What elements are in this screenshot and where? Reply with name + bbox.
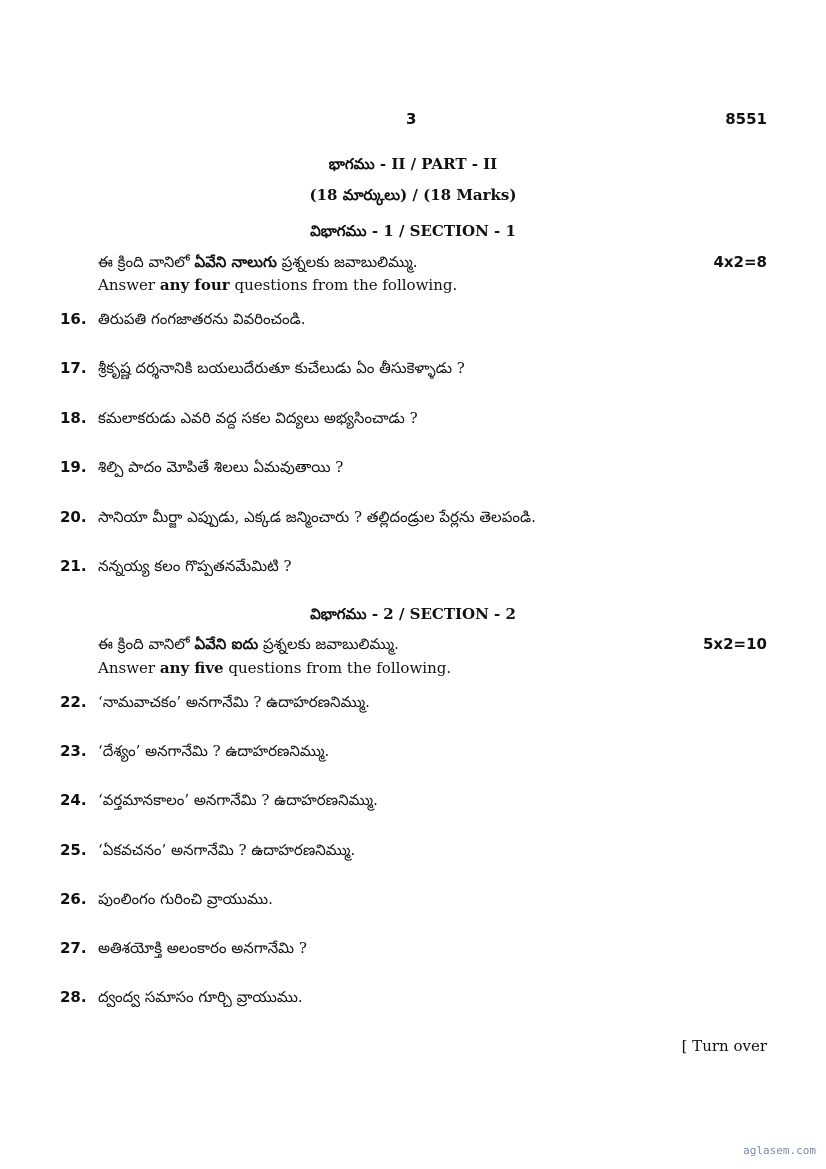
instruction-text: ఏవేని నాలుగు	[194, 253, 277, 271]
question-text: ‘వర్తమానకాలం’ అనగానేమి ? ఉదాహరణనిమ్ము.	[98, 791, 378, 809]
section-title: విభాగము - 1 / SECTION - 1	[310, 222, 516, 240]
question-number: 19.	[60, 458, 87, 476]
question-text: ‘దేశ్యం’ అనగానేమి ? ఉదాహరణనిమ్ము.	[98, 742, 330, 760]
part-marks: (18 మార్కులు) / (18 Marks)	[309, 186, 517, 204]
question-number: 23.	[60, 742, 87, 760]
question-text: ద్వంద్వ సమాసం గూర్చి వ్రాయుము.	[98, 988, 303, 1006]
turn-over: [ Turn over	[681, 1037, 767, 1055]
question-text: శ్రీకృష్ణ దర్శనానికి బయలుదేరుతూ కుచేలుడు ఏం తీసుకెళ్ళాడు ?	[98, 359, 465, 377]
question-number: 24.	[60, 791, 87, 809]
instruction-text: Answer	[98, 659, 160, 677]
instruction-text: ఈ క్రింది వానిలో	[98, 253, 195, 271]
question-text: తిరుపతి గంగజాతరను వివరించండి.	[98, 310, 306, 328]
question-text: అతిశయోక్తి అలంకారం అనగానేమి ?	[98, 939, 307, 957]
question-number: 27.	[60, 939, 87, 957]
question-number: 22.	[60, 693, 87, 711]
question-number: 28.	[60, 988, 87, 1006]
question-number: 20.	[60, 508, 87, 526]
instruction-text: any four	[159, 276, 230, 294]
section-title: విభాగము - 2 / SECTION - 2	[310, 605, 516, 623]
question-text: సానియా మీర్జా ఎప్పుడు, ఎక్కడ జన్మించారు ? తల్లిదండ్రుల పేర్లను తెలపండి.	[98, 508, 536, 526]
instruction-telugu	[98, 635, 399, 657]
question-number: 16.	[60, 310, 87, 328]
question-number: 17.	[60, 359, 87, 377]
page-number: 3	[406, 110, 417, 128]
paper-code: 8551	[725, 110, 767, 128]
instruction-telugu	[98, 253, 418, 275]
instruction-english	[98, 659, 451, 677]
instruction-text: any five	[159, 659, 224, 677]
question-text: పుంలింగం గురించి వ్రాయుము.	[98, 890, 273, 908]
instruction-text: questions from the following.	[229, 276, 458, 294]
question-text: నన్నయ్య కలం గొప్పతనమేమిటి ?	[98, 557, 292, 575]
question-text: శిల్పి పాదం మోపితే శిలలు ఏమవుతాయి ?	[98, 458, 344, 476]
watermark: aglasem.com	[743, 1144, 816, 1157]
instruction-text: questions from the following.	[223, 659, 452, 677]
instruction-text: ఏవేని ఐదు	[194, 635, 259, 653]
question-text: ‘నామవాచకం’ అనగానేమి ? ఉదాహరణనిమ్ము.	[98, 693, 370, 711]
instruction-text: Answer	[98, 276, 160, 294]
instruction-text: ప్రశ్నలకు జవాబులిమ్ము.	[258, 635, 399, 653]
instruction-text: ప్రశ్నలకు జవాబులిమ్ము.	[276, 253, 418, 271]
question-number: 26.	[60, 890, 87, 908]
question-text: కమలాకరుడు ఎవరి వద్ద సకల విద్యలు అభ్యసించాడు ?	[98, 409, 418, 427]
question-number: 25.	[60, 841, 87, 859]
section-marks: 5x2=10	[703, 635, 767, 653]
section-marks: 4x2=8	[713, 253, 767, 271]
question-number: 21.	[60, 557, 87, 575]
instruction-text: ఈ క్రింది వానిలో	[98, 635, 195, 653]
question-text: ‘ఏకవచనం’ అనగానేమి ? ఉదాహరణనిమ్ము.	[98, 841, 356, 859]
question-number: 18.	[60, 409, 87, 427]
part-title: భాగము - II / PART - II	[328, 155, 498, 173]
instruction-english	[98, 276, 457, 294]
